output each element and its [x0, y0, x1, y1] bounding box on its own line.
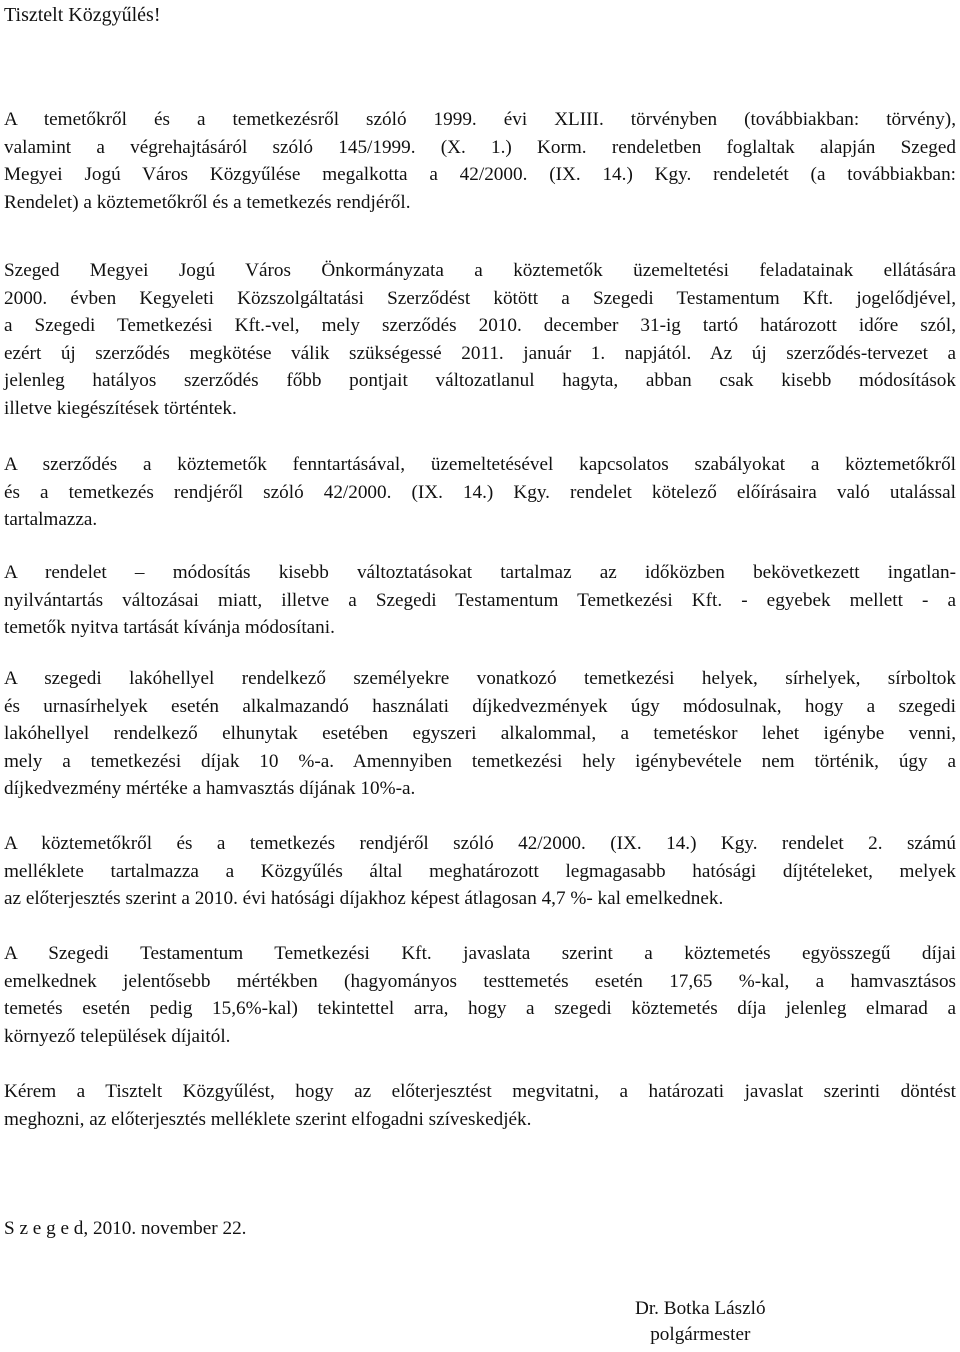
signatory-name: Dr. Botka László — [635, 1298, 766, 1319]
text-line: A rendelet – módosítás kisebb változtatásokat tartalmaz az időközben bekövetkezett ingatlan- — [4, 562, 956, 583]
text-line: Kérem a Tisztelt Közgyűlést, hogy az előterjesztést megvitatni, a határozati javaslat szerinti döntést — [4, 1081, 956, 1102]
text-line: A köztemetőkről és a temetkezés rendjéről szóló 42/2000. (IX. 14.) Kgy. rendelet 2. számú — [4, 833, 956, 854]
text-line: melléklete tartalmazza a Közgyűlés által meghatározott legmagasabb hatósági díjtételeket, melyek — [4, 860, 956, 882]
text-line: a Szegedi Temetkezési Kft.-vel, mely szerződés 2010. december 31-ig tartó határozott időre szól, — [4, 315, 956, 336]
text-line: A szegedi lakóhellyel rendelkező személyekre vonatkozó temetkezési helyek, sírhelyek, sírboltok — [4, 668, 956, 689]
paragraph-fee-annex — [4, 830, 956, 913]
text-line: valamint a végrehajtásáról szóló 145/1999. (X. 1.) Korm. rendeletben foglaltak alapján Szeged — [4, 136, 956, 158]
text-line: mely a temetkezési díjak 10 %-a. Amennyiben temetkezési hely igénybevétele nem történik, úgy a — [4, 750, 956, 772]
paragraph-request — [4, 1078, 956, 1133]
paragraph-proposal — [4, 940, 956, 1050]
signature-block — [635, 1296, 766, 1348]
text-line: temetők nyitva tartását kívánja módosítani. — [4, 617, 335, 638]
text-line: Megyei Jogú Város Közgyűlése megalkotta a 42/2000. (IX. 14.) Kgy. rendeletét (a továbbiakban: — [4, 164, 956, 185]
paragraph-contract-rules — [4, 451, 956, 534]
text-line: ezért új szerződés megkötése válik szükségessé 2011. január 1. napjától. Az új szerződés-tervezet a — [4, 342, 956, 364]
paragraph-amendment — [4, 559, 956, 642]
text-line: az előterjesztés szerint a 2010. évi hatósági díjakhoz képest átlagosan 4,7 %- kal emelkednek. — [4, 888, 724, 909]
greeting-heading: Tisztelt Közgyűlés! — [4, 4, 161, 26]
text-line: díjkedvezmény mértéke a hamvasztás díjának 10%-a. — [4, 778, 416, 799]
text-line: Szeged Megyei Jogú Város Önkormányzata a köztemetők üzemeltetési feladatainak ellátására — [4, 260, 956, 281]
text-line: temetés esetén pedig 15,6%-kal) tekintettel arra, hogy a szegedi köztemetés díja jelenleg elmarad a — [4, 998, 956, 1019]
text-line: A temetőkről és a temetkezésről szóló 1999. évi XLIII. törvényben (továbbiakban: törvény), — [4, 109, 956, 130]
text-line: meghozni, az előterjesztés melléklete szerint elfogadni szíveskedjék. — [4, 1108, 532, 1130]
signatory-title: polgármester — [650, 1324, 751, 1345]
text-line: lakóhellyel rendelkező elhunytak esetében egyszeri alkalommal, a temetéskor lehet igénybe venni, — [4, 723, 956, 744]
paragraph-discounts — [4, 665, 956, 803]
text-line: 2000. évben Kegyeleti Közszolgáltatási Szerződést kötött a Szegedi Testamentum Kft. jogelődjével, — [4, 287, 956, 309]
text-line: és urnasírhelyek esetén alkalmazandó használati díjkedvezmények úgy módosulnak, hogy a szegedi — [4, 695, 956, 717]
text-line: illetve kiegészítések történtek. — [4, 397, 237, 419]
text-line: és a temetkezés rendjéről szóló 42/2000. (IX. 14.) Kgy. rendelet kötelező előírásaira való utalással — [4, 481, 956, 503]
paragraph-legal-basis — [4, 106, 956, 216]
paragraph-contract — [4, 257, 956, 422]
text-line: A szerződés a köztemetők fenntartásával, üzemeltetésével kapcsolatos szabályokat a köztemetőkről — [4, 454, 956, 475]
text-line: emelkednek jelentősebb mértékben (hagyományos testtemetés esetén 17,65 %-kal, a hamvasztásos — [4, 970, 956, 992]
text-line: nyilvántartás változásai miatt, illetve a Szegedi Testamentum Temetkezési Kft. - egyebek mellett - a — [4, 589, 956, 611]
text-line: környező települések díjaitól. — [4, 1025, 231, 1047]
text-line: jelenleg hatályos szerződés főbb pontjait változatlanul hagyta, abban csak kisebb módosítások — [4, 370, 956, 391]
text-line: tartalmazza. — [4, 509, 98, 530]
text-line: A Szegedi Testamentum Temetkezési Kft. javaslata szerint a köztemetés egyösszegű díjai — [4, 943, 956, 964]
place-and-date: S z e g e d, 2010. november 22. — [4, 1218, 247, 1239]
text-line: Rendelet) a köztemetőkről és a temetkezés rendjéről. — [4, 191, 411, 213]
